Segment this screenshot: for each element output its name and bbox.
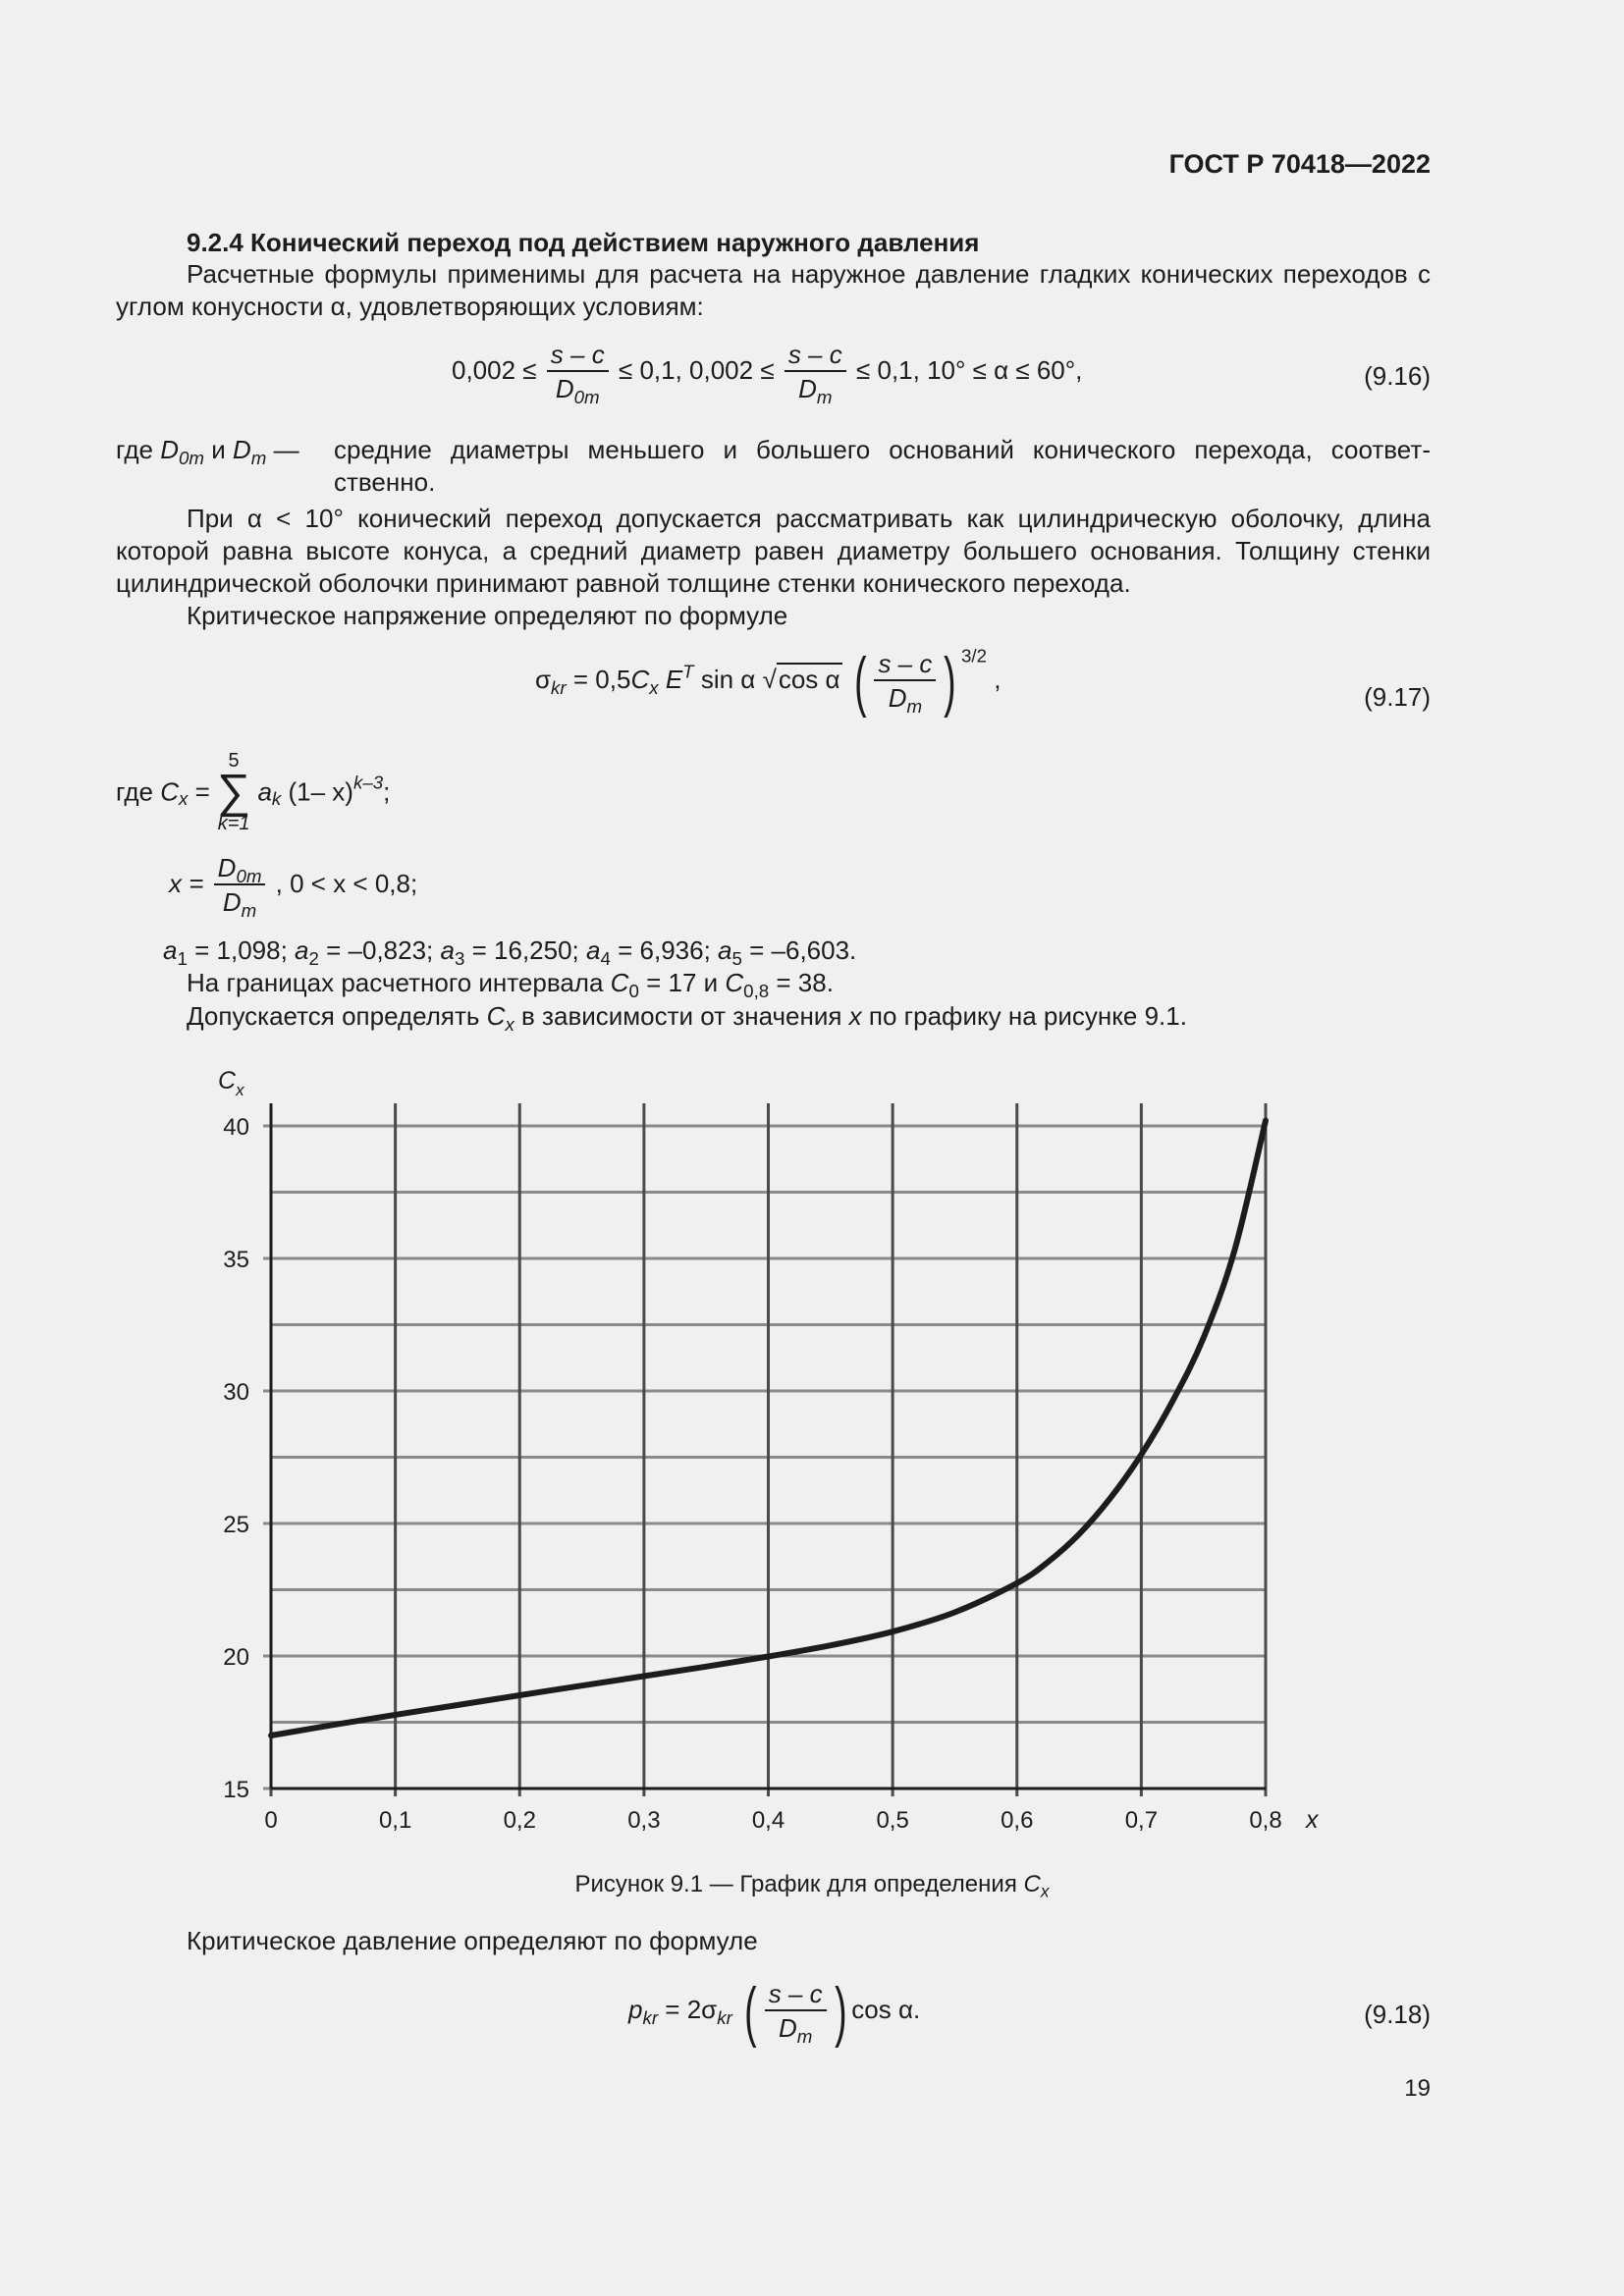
equation-number-9-17: (9.17) bbox=[1364, 682, 1431, 712]
coefficient-4-value: = 6,936; bbox=[610, 935, 719, 965]
equation-number-9-18: (9.18) bbox=[1364, 2000, 1431, 2029]
coefficient-2-value: = –0,823; bbox=[318, 935, 441, 965]
x-definition: x = $\frac{D_{0m}}{D_m}$ , 0 < x < 0,8; bbox=[169, 853, 418, 921]
y-tick-label: 15 bbox=[223, 1777, 249, 1803]
equation-9-18: $p_{kr} = 2\sigma_{kr}$ ( $\frac{s - c}{D_m}$ ) cos α. bbox=[628, 1974, 921, 2049]
eq916-frac1: $\frac{s - c}{D_{0m}}$ bbox=[547, 339, 609, 405]
boundaries-line: На границах расчетного интервала $C_0 = 17$ и $C_{0,8} = 38$. bbox=[187, 968, 834, 1001]
cx-definition: где $C_x$ = 5 ∑ k=1 $a_k$ (1– x)$^{k-3}$; bbox=[116, 750, 391, 834]
y-tick-label: 35 bbox=[223, 1247, 249, 1273]
coefficient-4-name: a bbox=[586, 935, 601, 965]
x-tick-label: 0,6 bbox=[1001, 1807, 1034, 1834]
coefficient-1-name: a bbox=[163, 935, 178, 965]
x-tick-label: 0,7 bbox=[1124, 1807, 1159, 1834]
sum-symbol: 5 ∑ k=1 bbox=[216, 750, 251, 834]
x-tick-label: 0,2 bbox=[503, 1807, 536, 1834]
paragraph-critical-stress: Критическое напряжение определяют по формуле bbox=[187, 601, 788, 630]
coefficient-2-name: a bbox=[295, 935, 309, 965]
intro-paragraph: Расчетные формулы применимы для расчета на наружное давление гладких конических переходов с углом конусности α, удовлетворяющих условиям: bbox=[116, 259, 1431, 321]
y-tick-label: 20 bbox=[223, 1644, 249, 1671]
equation-9-17: $\sigma_{kr} = 0,5C_x$ $E^T$ sin α √cos α ( $\frac{s - c}{D_m}$ ) $^{3/2}$ , bbox=[535, 644, 1001, 719]
x-tick-label: 0 bbox=[264, 1807, 278, 1834]
y-tick-label: 25 bbox=[223, 1512, 249, 1538]
y-tick-label: 40 bbox=[223, 1114, 249, 1141]
paragraph-cylinder: При α < 10° конический переход допускается рассматривать как цилиндрическую оболочку, длина которой равна высоте конуса, а средний диаметр равен диаметру большего основания. Толщину стенки цилиндрической оболочки принимают равной толщине стенки конического перехода. bbox=[116, 504, 1431, 598]
y-tick-label: 30 bbox=[223, 1379, 249, 1406]
document-standard-id: ГОСТ Р 70418—2022 bbox=[1168, 149, 1431, 179]
coefficient-5-value: = –6,603. bbox=[741, 935, 857, 965]
x-axis-label: x bbox=[1306, 1806, 1319, 1834]
eq916-mid: ≤ 0,1, 0,002 ≤ bbox=[618, 354, 775, 385]
x-tick-label: 0,3 bbox=[627, 1807, 661, 1834]
x-tick-label: 0,5 bbox=[876, 1807, 909, 1834]
x-tick-label: 0,1 bbox=[378, 1807, 412, 1834]
graph-reference-line: Допускается определять $C_x$ в зависимости от значения x по графику на рисунке 9.1. bbox=[187, 1001, 1187, 1035]
x-tick-label: 0,4 bbox=[751, 1807, 785, 1834]
eq916-right: ≤ 0,1, 10° ≤ α ≤ 60°, bbox=[855, 354, 1083, 385]
coefficients-line: $a_1 = 1,098$; $a_2 = -0,823$; $a_3 = 16,250$; $a_4 = 6,936$; $a_5 = -6,603$. bbox=[163, 935, 857, 969]
page-number: 19 bbox=[1404, 2075, 1431, 2102]
eq916-frac2: $\frac{s - c}{D_m}$ bbox=[785, 339, 846, 405]
section-heading: 9.2.4 Конический переход под действием наружного давления bbox=[187, 228, 980, 257]
coefficient-3-name: a bbox=[440, 935, 455, 965]
eq916-left: 0,002 ≤ bbox=[452, 354, 537, 385]
equation-number-9-16: (9.16) bbox=[1364, 361, 1431, 391]
x-tick-label: 0,8 bbox=[1249, 1807, 1282, 1834]
coefficient-5-name: a bbox=[718, 935, 732, 965]
y-axis-label: $C_x$ bbox=[218, 1067, 244, 1099]
coefficient-3-value: = 16,250; bbox=[464, 935, 586, 965]
coefficient-1-value: = 1,098; bbox=[187, 935, 296, 965]
figure-caption: Рисунок 9.1 — График для определения $C_x$ bbox=[574, 1871, 1050, 1901]
paragraph-critical-pressure: Критическое давление определяют по формуле bbox=[187, 1926, 758, 1955]
